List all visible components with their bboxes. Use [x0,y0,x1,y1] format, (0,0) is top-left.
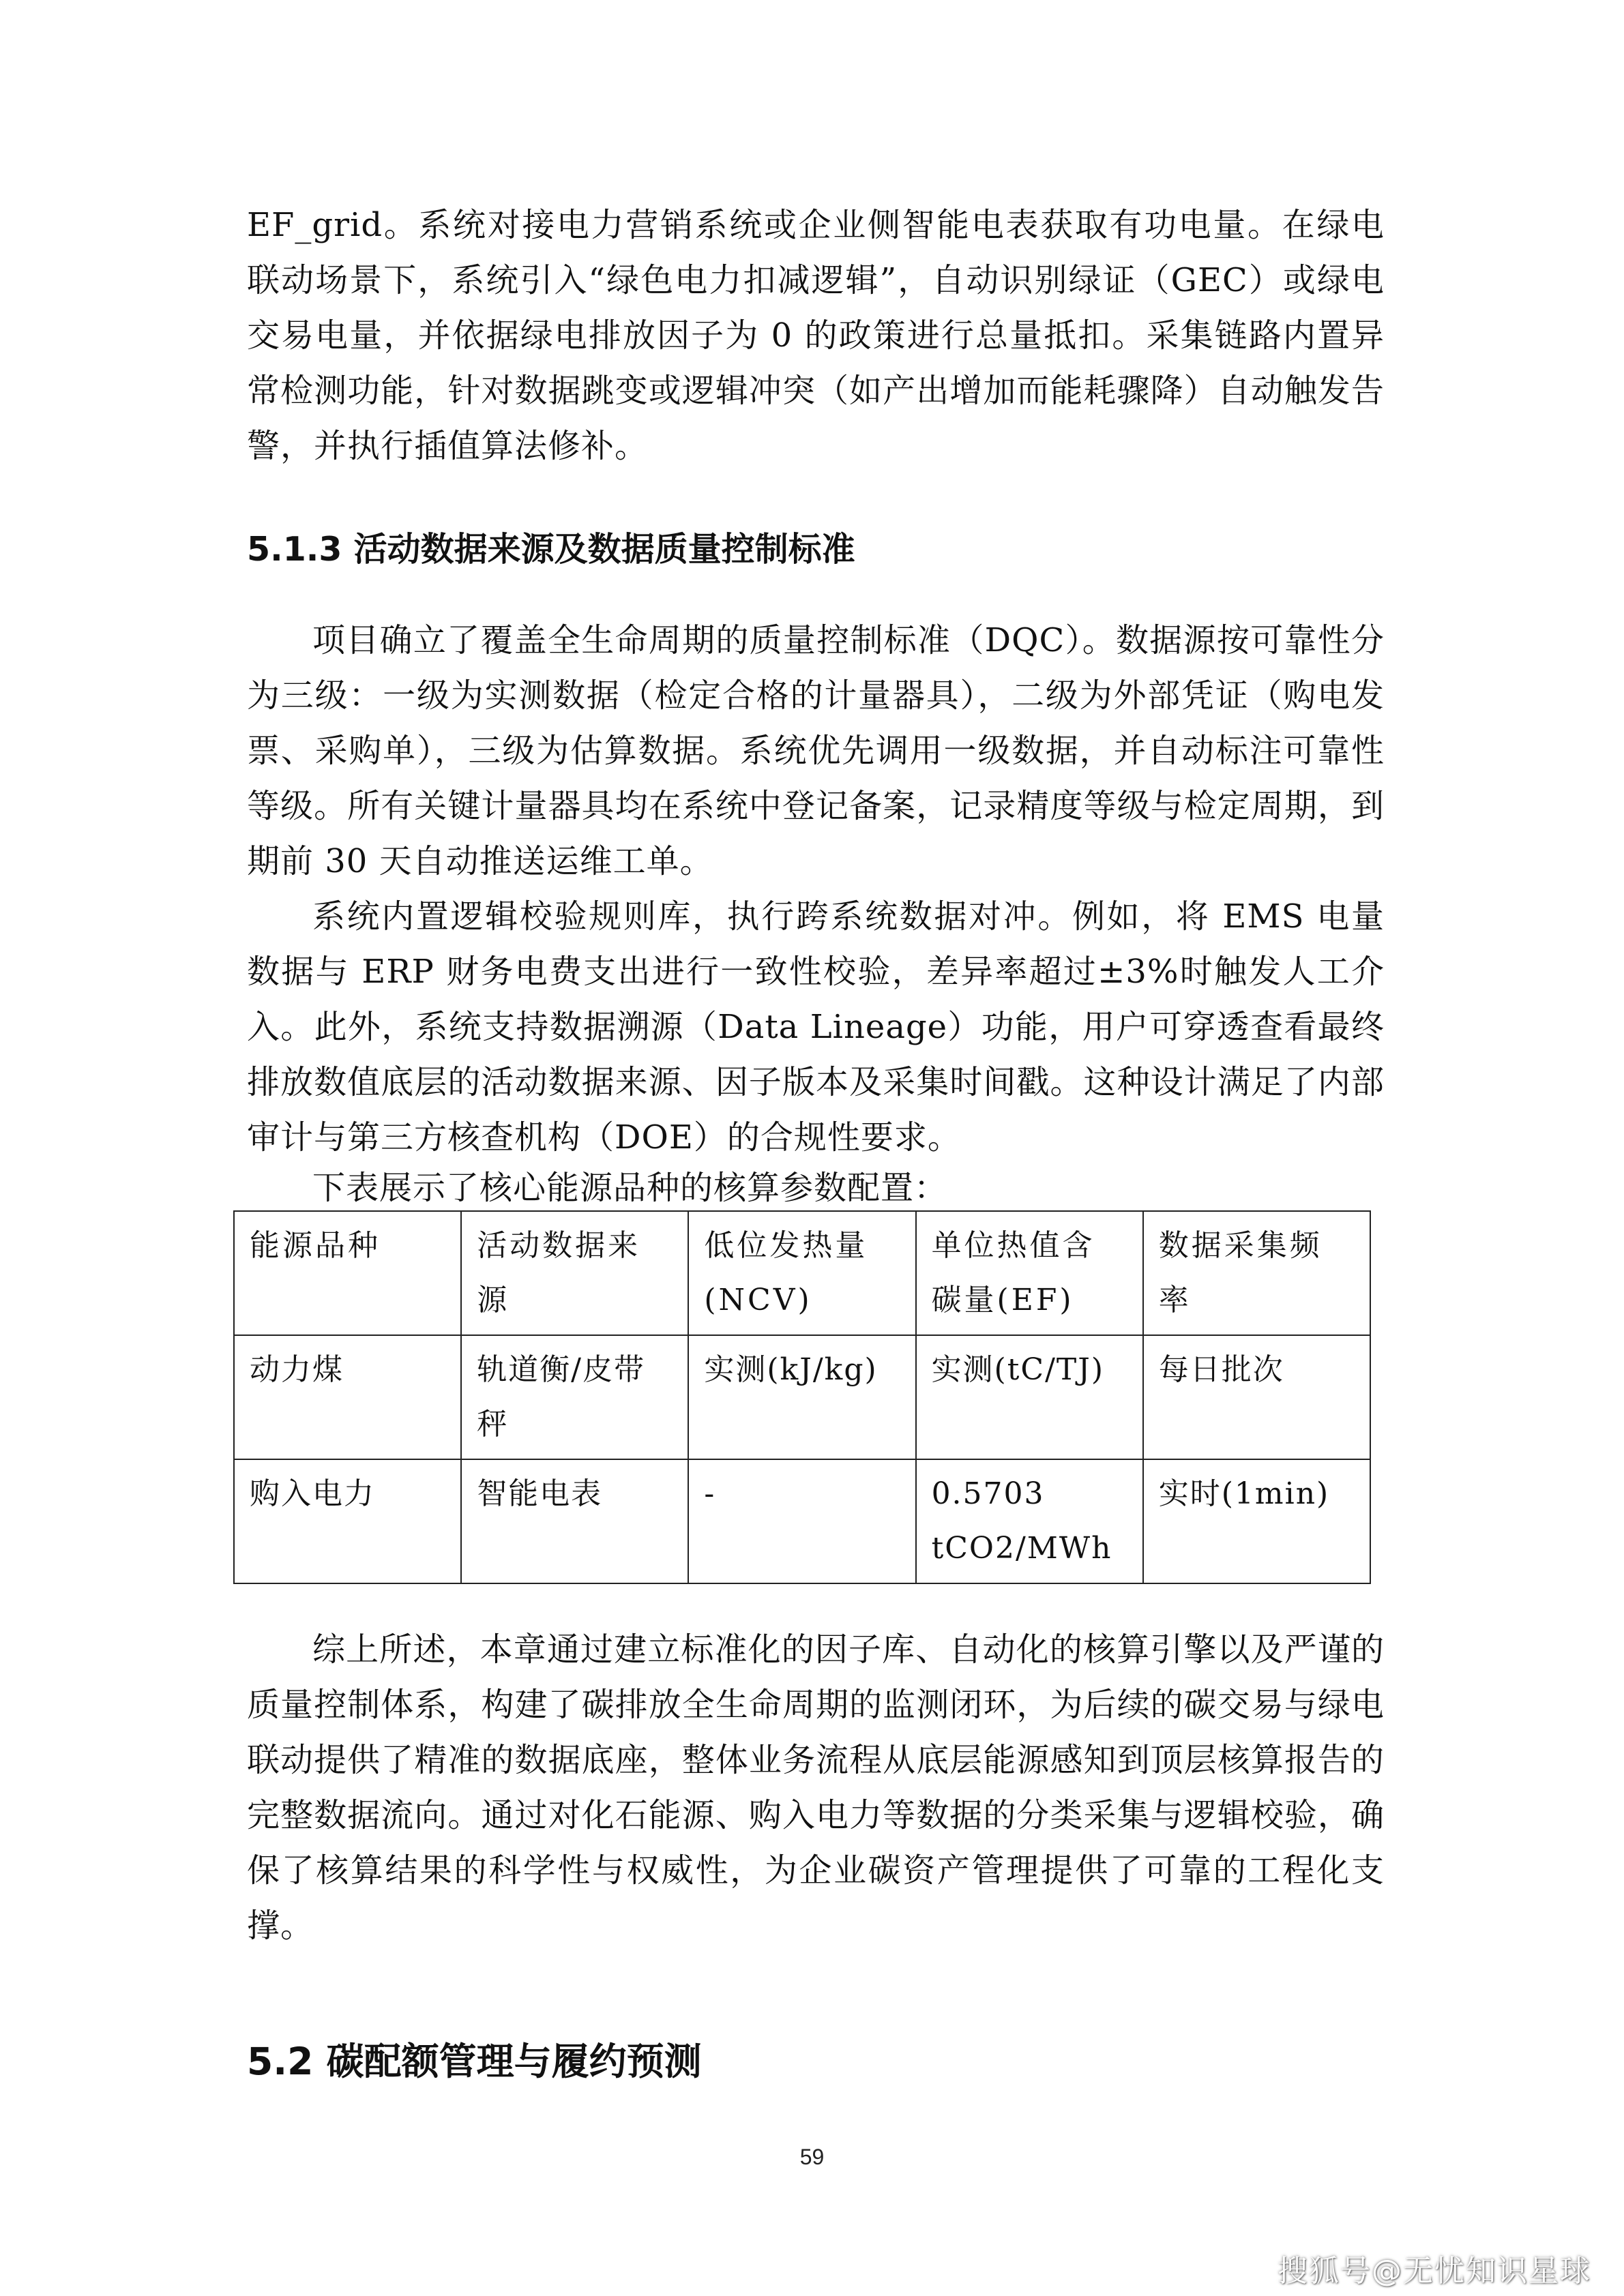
logic-check-paragraph: 系统内置逻辑校验规则库，执行跨系统数据对冲。例如，将 EMS 电量数据与 ERP 财务电费支出进行一致性校验，差异率超过±3%时触发人工介入。此外，系统支持数据溯源（Data Lineage）功能，用户可穿透查看最终排放数值底层的活动数据来源、因子版本及采集时间戳。这种设计满足了内部审计与第三方核查机构（DOE）的合规性要求。 [247,897,1385,1157]
table-cell: 实测(kJ/kg) [688,1335,915,1459]
energy-parameter-table [233,1210,1371,1584]
table-header-cell: 低位发热量(NCV) [688,1211,915,1335]
table-header-cell: 数据采集频率 [1143,1211,1370,1335]
table-cell: 0.5703 tCO2/MWh [916,1459,1143,1583]
table-header-cell: 单位热值含碳量(EF) [916,1211,1143,1335]
table-cell: 动力煤 [234,1335,461,1459]
page-number: 59 [799,2145,825,2169]
table-row [234,1335,1370,1459]
section-heading-5-1-3: 5.1.3 活动数据来源及数据质量控制标准 [247,530,855,569]
page-content [247,198,1385,2089]
dqc-paragraph: 项目确立了覆盖全生命周期的质量控制标准（DQC）。数据源按可靠性分为三级：一级为实测数据（检定合格的计量器具），二级为外部凭证（购电发票、采购单），三级为估算数据。系统优先调用一级数据，并自动标注可靠性等级。所有关键计量器具均在系统中登记备案，记录精度等级与检定周期，到期前 30 天自动推送运维工单。 [247,621,1385,880]
table-cell: 轨道衡/皮带秤 [461,1335,688,1459]
table-caption: 下表展示了核心能源品种的核算参数配置： [312,1169,948,1207]
table-cell: 实测(tC/TJ) [916,1335,1143,1459]
section-heading-5-2: 5.2 碳配额管理与履约预测 [247,2040,702,2083]
table-cell: 智能电表 [461,1459,688,1583]
intro-paragraph: EF_grid。系统对接电力营销系统或企业侧智能电表获取有功电量。在绿电联动场景下，系统引入“绿色电力扣减逻辑”，自动识别绿证（GEC）或绿电交易电量，并依据绿电排放因子为 0 的政策进行总量抵扣。采集链路内置异常检测功能，针对数据跳变或逻辑冲突（如产出增加而能耗骤降）自动触发告警，并执行插值算法修补。 [247,206,1385,465]
table-cell: 购入电力 [234,1459,461,1583]
table-header-row [234,1211,1370,1335]
table-cell: 每日批次 [1143,1335,1370,1459]
spacer [247,1584,1385,1622]
summary-paragraph: 综上所述，本章通过建立标准化的因子库、自动化的核算引擎以及严谨的质量控制体系，构建了碳排放全生命周期的监测闭环，为后续的碳交易与绿电联动提供了精准的数据底座，整体业务流程从底层能源感知到顶层核算报告的完整数据流向。通过对化石能源、购入电力等数据的分类采集与逻辑校验，确保了核算结果的科学性与权威性，为企业碳资产管理提供了可靠的工程化支撑。 [247,1630,1385,1945]
source-watermark: 搜狐号@无忧知识星球 [1278,2254,1591,2288]
table-cell: 实时(1min) [1143,1459,1370,1583]
table-header-cell: 活动数据来源 [461,1211,688,1335]
table-row [234,1459,1370,1583]
table-header-cell: 能源品种 [234,1211,461,1335]
table-cell: - [688,1459,915,1583]
